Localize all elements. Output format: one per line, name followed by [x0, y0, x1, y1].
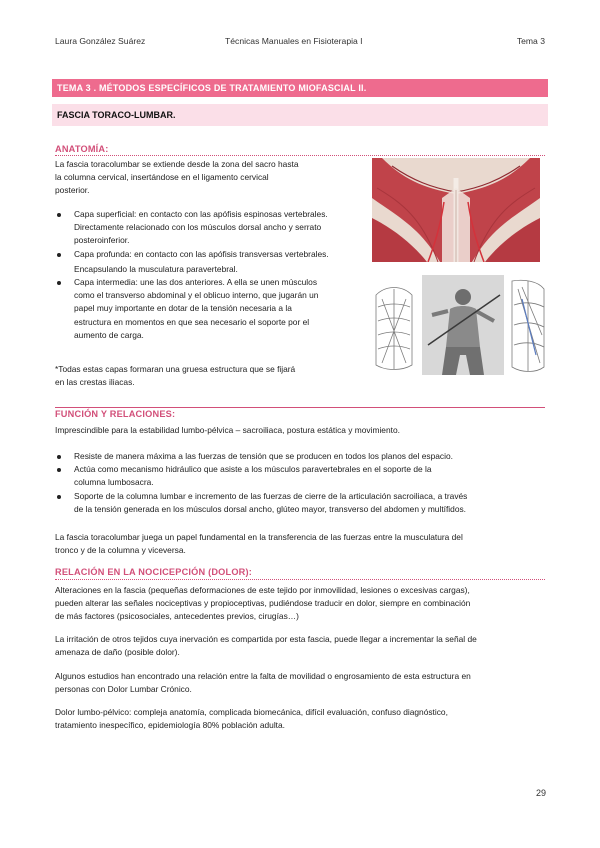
funcion-heading: FUNCIÓN Y RELACIONES: — [55, 409, 176, 419]
nocicepcion-divider — [55, 579, 545, 580]
funcion-rule-top — [55, 407, 545, 408]
nocicepcion-para-4 — [55, 706, 448, 732]
text-line: tratamiento inespecífico, epidemiología 80% población adulta. — [55, 720, 285, 731]
text-line: Capa superficial: en contacto con las apófisis espinosas vertebrales. — [74, 209, 328, 219]
header-course: Técnicas Manuales en Fisioterapia I — [225, 36, 363, 46]
text-line: la columna cervical, insertándose en el ligamento cervical — [55, 172, 269, 183]
text-line: aumento de carga. — [74, 329, 144, 340]
text-line: La fascia toracolumbar se extiende desde la zona del sacro hasta — [55, 159, 299, 169]
text-line: Algunos estudios han encontrado una relación entre la falta de movilidad o engrosamiento de esta estructura en — [55, 671, 471, 681]
list-item — [55, 248, 375, 276]
list-item — [55, 450, 545, 463]
header-author: Laura González Suárez — [55, 36, 146, 46]
funcion-outro — [55, 531, 463, 557]
text-line: personas con Dolor Lumbar Crónico. — [55, 684, 192, 695]
text-line: posteroinferior. — [74, 235, 130, 246]
list-item — [55, 208, 375, 248]
anatomia-note — [55, 363, 295, 389]
text-line: de la tensión generada en los músculos dorsal ancho, glúteo mayor, transverso del abdomen y multífidos. — [74, 503, 466, 514]
text-line: Actúa como mecanismo hidráulico que asiste a los músculos paravertebrales en el soporte de la — [74, 464, 432, 475]
text-line: Capa profunda: en contacto con las apófisis transversas vertebrales. — [74, 248, 329, 259]
text-line: Soporte de la columna lumbar e incremento de las fuerzas de cierre de la articulación sacroiliaca, a través — [74, 490, 468, 501]
nocicepcion-para-1 — [55, 584, 470, 624]
anatomia-bullets — [55, 208, 375, 342]
text-line: La fascia toracolumbar juega un papel fundamental en la transferencia de las fuerzas entre la musculatura del — [55, 532, 463, 542]
fascia-figures-illustration — [372, 275, 550, 375]
funcion-bullets — [55, 450, 545, 516]
text-line: amenaza de daño (posible dolor). — [55, 647, 180, 658]
section-title-bar: FASCIA TORACO-LUMBAR. — [52, 104, 548, 126]
text-line: tronco y de la columna y viceversa. — [55, 545, 186, 556]
text-line: La irritación de otros tejidos cuya inervación es compartida por esta fascia, puede llegar a incrementar la señal de — [55, 634, 477, 644]
text-line: posterior. — [55, 185, 90, 196]
text-line: papel muy importante en dotar de la tensión necesaria a la — [74, 303, 292, 314]
text-line: columna lumbosacra. — [74, 477, 154, 488]
list-item — [55, 490, 545, 516]
nocicepcion-para-2 — [55, 633, 477, 659]
list-item — [55, 276, 375, 342]
text-line: Alteraciones en la fascia (pequeñas deformaciones de este tejido por inmovilidad, lesiones o excesivas cargas), — [55, 585, 470, 595]
nocicepcion-para-3 — [55, 670, 471, 696]
text-line: Capa intermedia: une las dos anteriores. A ella se unen músculos — [74, 277, 318, 288]
funcion-intro: Imprescindible para la estabilidad lumbo-pélvica – sacroiliaca, postura estática y movimiento. — [55, 425, 400, 435]
text-line: Directamente relacionado con los músculos dorsal ancho y serrato — [74, 222, 322, 233]
text-line: estructura en momentos en que sea necesario el soporte por el — [74, 316, 310, 327]
header-unit: Tema 3 — [516, 36, 545, 46]
text-line: Encapsulando la musculatura paravertebral. — [74, 263, 238, 274]
text-line: en las crestas iliacas. — [55, 377, 135, 388]
text-line: *Todas estas capas formaran una gruesa estructura que se fijará — [55, 364, 296, 374]
text-line: Resiste de manera máxima a las fuerzas de tensión que se producen en todos los planos del espacio. — [74, 451, 453, 461]
page-number: 29 — [535, 788, 546, 798]
topic-title-bar: TEMA 3 . MÉTODOS ESPECÍFICOS DE TRATAMIENTO MIOFASCIAL II. — [52, 79, 548, 97]
page-header — [55, 36, 545, 50]
text-line: Dolor lumbo-pélvico: compleja anatomía, complicada biomecánica, difícil evaluación, confuso diagnóstico, — [55, 707, 448, 717]
nocicepcion-heading: RELACIÓN EN LA NOCICEPCIÓN (DOLOR): — [55, 567, 253, 577]
anatomia-heading: ANATOMÍA: — [55, 144, 109, 154]
anatomia-intro — [55, 158, 299, 198]
text-line: como el transverso abdominal y el oblicuo interno, que jugarán un — [74, 290, 319, 301]
anatomia-divider — [55, 155, 545, 156]
list-item — [55, 463, 545, 489]
text-line: pueden alterar las señales nociceptivas y propioceptivas, pudiéndose traducir en dolor, siempre en combinación — [55, 598, 471, 609]
back-muscles-illustration — [372, 158, 540, 262]
text-line: de más factores (psicosociales, antecedentes previos, cirugías…) — [55, 611, 299, 622]
